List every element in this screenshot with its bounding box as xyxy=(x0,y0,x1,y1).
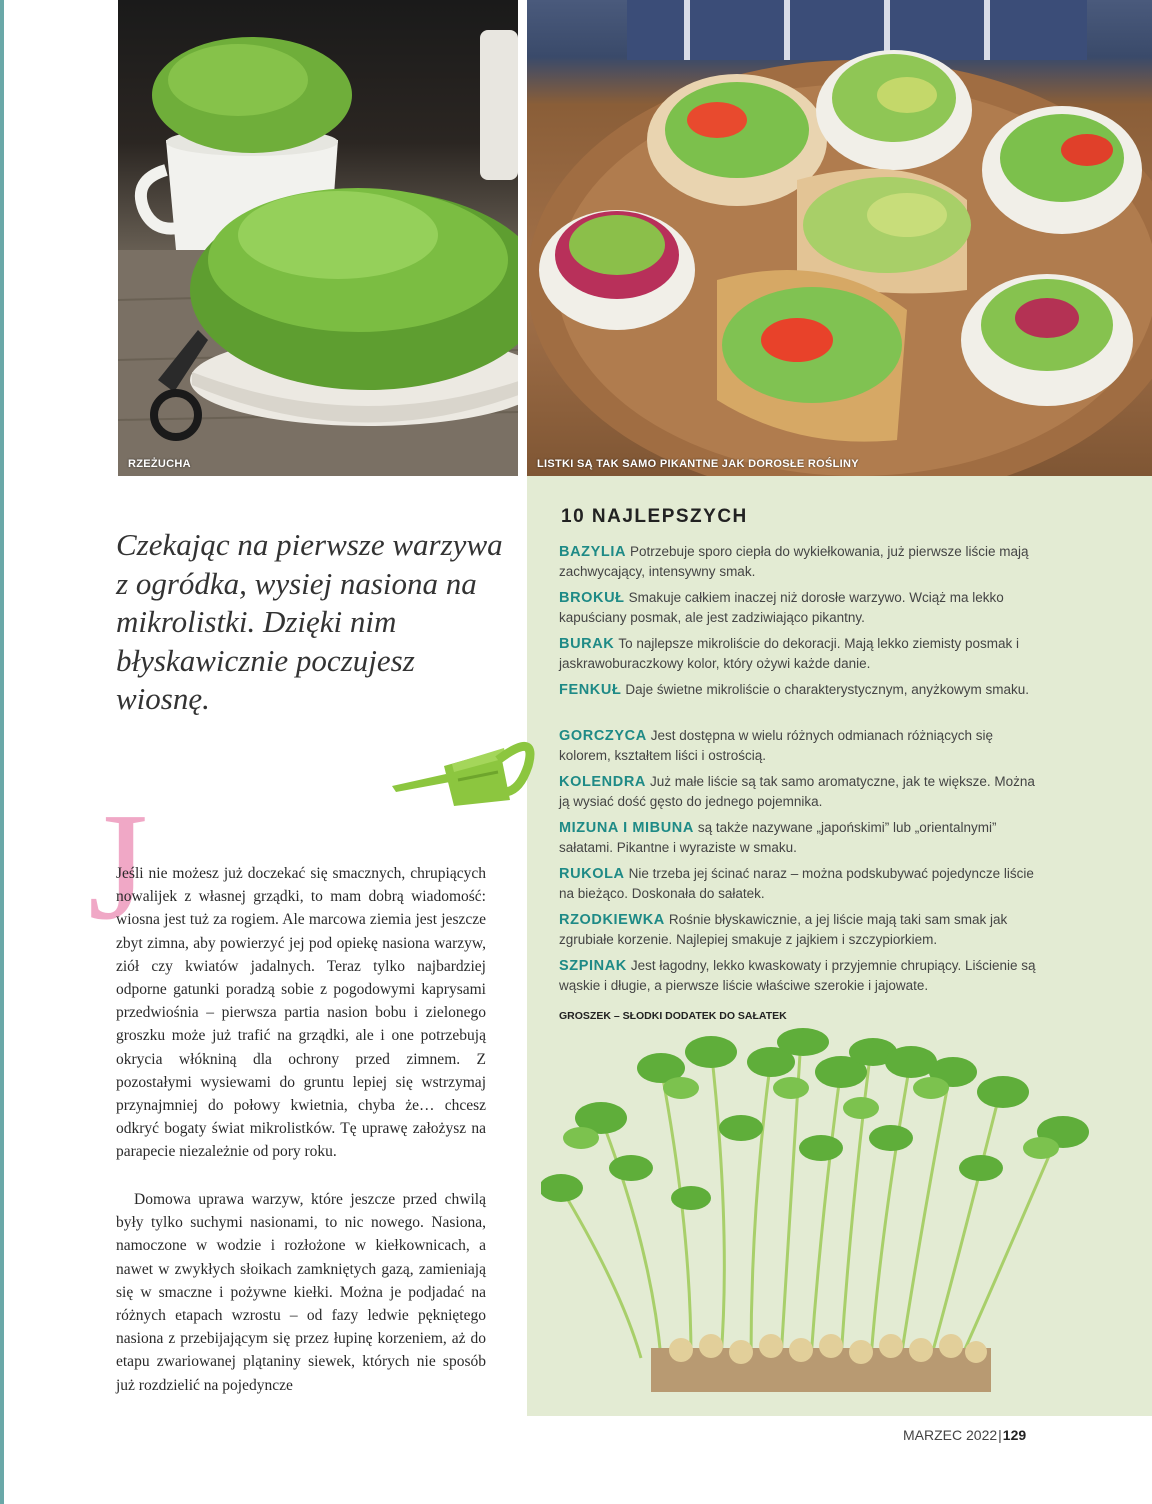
entry-text: Rośnie błyskawicznie, a jej liście mają taki sam smak jak zgrubiałe korzenie. Najlepiej smakuje z jajkiem i szczypiorkiem. xyxy=(559,912,1008,947)
entry-term: RZODKIEWKA xyxy=(559,912,665,928)
sidebar-entry-brokul xyxy=(559,588,1039,628)
entry-term: SZPINAK xyxy=(559,958,627,974)
entry-text: Już małe liście są tak samo aromatyczne, jak te większe. Można ją wysiać dość gęsto do jednego pojemnika. xyxy=(559,774,1035,809)
entry-term: MIZUNA I MIBUNA xyxy=(559,820,694,836)
sandwich-board-photo xyxy=(527,0,1152,476)
entry-term: BURAK xyxy=(559,636,615,652)
page-edge-strip xyxy=(0,0,4,1504)
entry-text: Jest dostępna w wielu różnych odmianach różniących się kolorem, kształtem liści i ostrością. xyxy=(559,728,993,763)
sidebar-entry-burak xyxy=(559,634,1039,674)
cress-illustration xyxy=(118,0,518,476)
entry-term: BROKUŁ xyxy=(559,590,625,606)
sidebar-entry-fenkul xyxy=(559,680,1039,700)
pea-photo-caption: GROSZEK – SŁODKI DODATEK DO SAŁATEK xyxy=(559,1010,787,1022)
entry-text: Daje świetne mikroliście o charakterystycznym, anyżkowym smaku. xyxy=(625,682,1030,697)
entry-text: Potrzebuje sporo ciepła do wykiełkowania, już pierwsze liście mają zachwycający, intensywny smak. xyxy=(559,544,1029,579)
sidebar-entry-kolendra xyxy=(559,772,1039,812)
sidebar-entry-gorczyca xyxy=(559,726,1039,766)
page-number: 129 xyxy=(1002,1427,1027,1443)
pea-shoots-photo xyxy=(541,1028,1131,1416)
cress-photo-caption: RZEŻUCHA xyxy=(128,458,191,470)
entry-text: Nie trzeba jej ścinać naraz – można podskubywać pojedyncze liście na bieżąco. Doskonała do sałatek. xyxy=(559,866,1034,901)
sandwich-photo-caption: LISTKI SĄ TAK SAMO PIKANTNE JAK DOROSŁE ROŚLINY xyxy=(537,458,859,470)
sandwich-illustration xyxy=(527,0,1152,476)
sidebar-entry-rukola xyxy=(559,864,1039,904)
top-10-sidebar xyxy=(527,476,1152,1416)
entry-text: Jest łagodny, lekko kwaskowaty i przyjemnie chrupiący. Liścienie są wąskie i długie, a pierwsze liście właściwe szerokie i jajowate. xyxy=(559,958,1036,993)
drop-cap: J xyxy=(88,782,148,952)
entry-term: BAZYLIA xyxy=(559,544,627,560)
sidebar-heading: 10 NAJLEPSZYCH xyxy=(561,506,748,527)
sidebar-entry-rzodkiewka xyxy=(559,910,1039,950)
entry-term: FENKUŁ xyxy=(559,682,622,698)
entry-term: RUKOLA xyxy=(559,866,625,882)
cress-photo xyxy=(118,0,518,476)
page-folio: MARZEC 2022|129 xyxy=(903,1427,1027,1443)
sidebar-entry-bazylia xyxy=(559,542,1039,582)
entry-term: GORCZYCA xyxy=(559,728,647,744)
watering-can-icon xyxy=(388,720,544,808)
sidebar-entry-szpinak xyxy=(559,956,1039,996)
entry-text: są także nazywane „japońskimi” lub „orientalnymi” sałatami. Pikantne i wyraziste w smaku. xyxy=(559,820,997,855)
pull-quote: Czekając na pierwsze warzywa z ogródka, wysiej nasiona na mikrolistki. Dzięki nim błyskawicznie poczujesz wiosnę. xyxy=(116,527,503,716)
sidebar-entry-mizuna xyxy=(559,818,1039,858)
entry-text: To najlepsze mikroliście do dekoracji. Mają lekko ziemisty posmak i jaskrawoburaczkowy kolor, który ożywi każde danie. xyxy=(559,636,1020,671)
entry-text: Smakuje całkiem inaczej niż dorosłe warzywo. Wciąż ma lekko kapuściany posmak, ale jest zadziwiająco pikantny. xyxy=(559,590,1004,625)
article-paragraph: Domowa uprawa warzyw, które jeszcze przed chwilą były tylko suchymi nasionami, to nic nowego. Nasiona, namoczone w wodzie i rozłożone w kiełkownicach, a nawet w zwykłych słoikach zamkniętych gazą, zamieniają się w smaczne i pożywne kiełki. Można je podjadać na różnych etapach wzrostu – od fazy ledwie pękniętego nasiona z przebijającym się przez łupinę korzeniem, aż do etapu zwariowanej plątaniny siewek, których nie sposób już rozdzielić na pojedyncze xyxy=(116,1191,486,1394)
issue-label: MARZEC 2022 xyxy=(903,1427,998,1443)
entry-term: KOLENDRA xyxy=(559,774,646,790)
article-paragraph: Jeśli nie możesz już doczekać się smacznych, chrupiących nowalijek z własnej grządki, to mam dobrą wiadomość: wiosna jest tuż za rogiem. Ale marcowa ziemia jest jeszcze zbyt zimna, aby powierzyć jej pod opiekę nasiona warzyw, ziół czy kwiatów jadalnych. Teraz tylko najbardziej odporne gatunki poradzą sobie z pogodowymi kaprysami przedwiośnia – pierwsza partia nasion bobu i zielonego groszku może już trafić na grządki, ale i one potrzebują okrycia włókniną dla ochrony przed zimnem. Z pozostałymi wysiewami do gruntu lepiej się wstrzymaj przynajmniej do połowy kwietnia, chyba że… chcesz odkryć bogaty świat mikrolistków. Tę uprawę założysz na parapecie niezależnie od pory roku. xyxy=(116,865,486,1161)
